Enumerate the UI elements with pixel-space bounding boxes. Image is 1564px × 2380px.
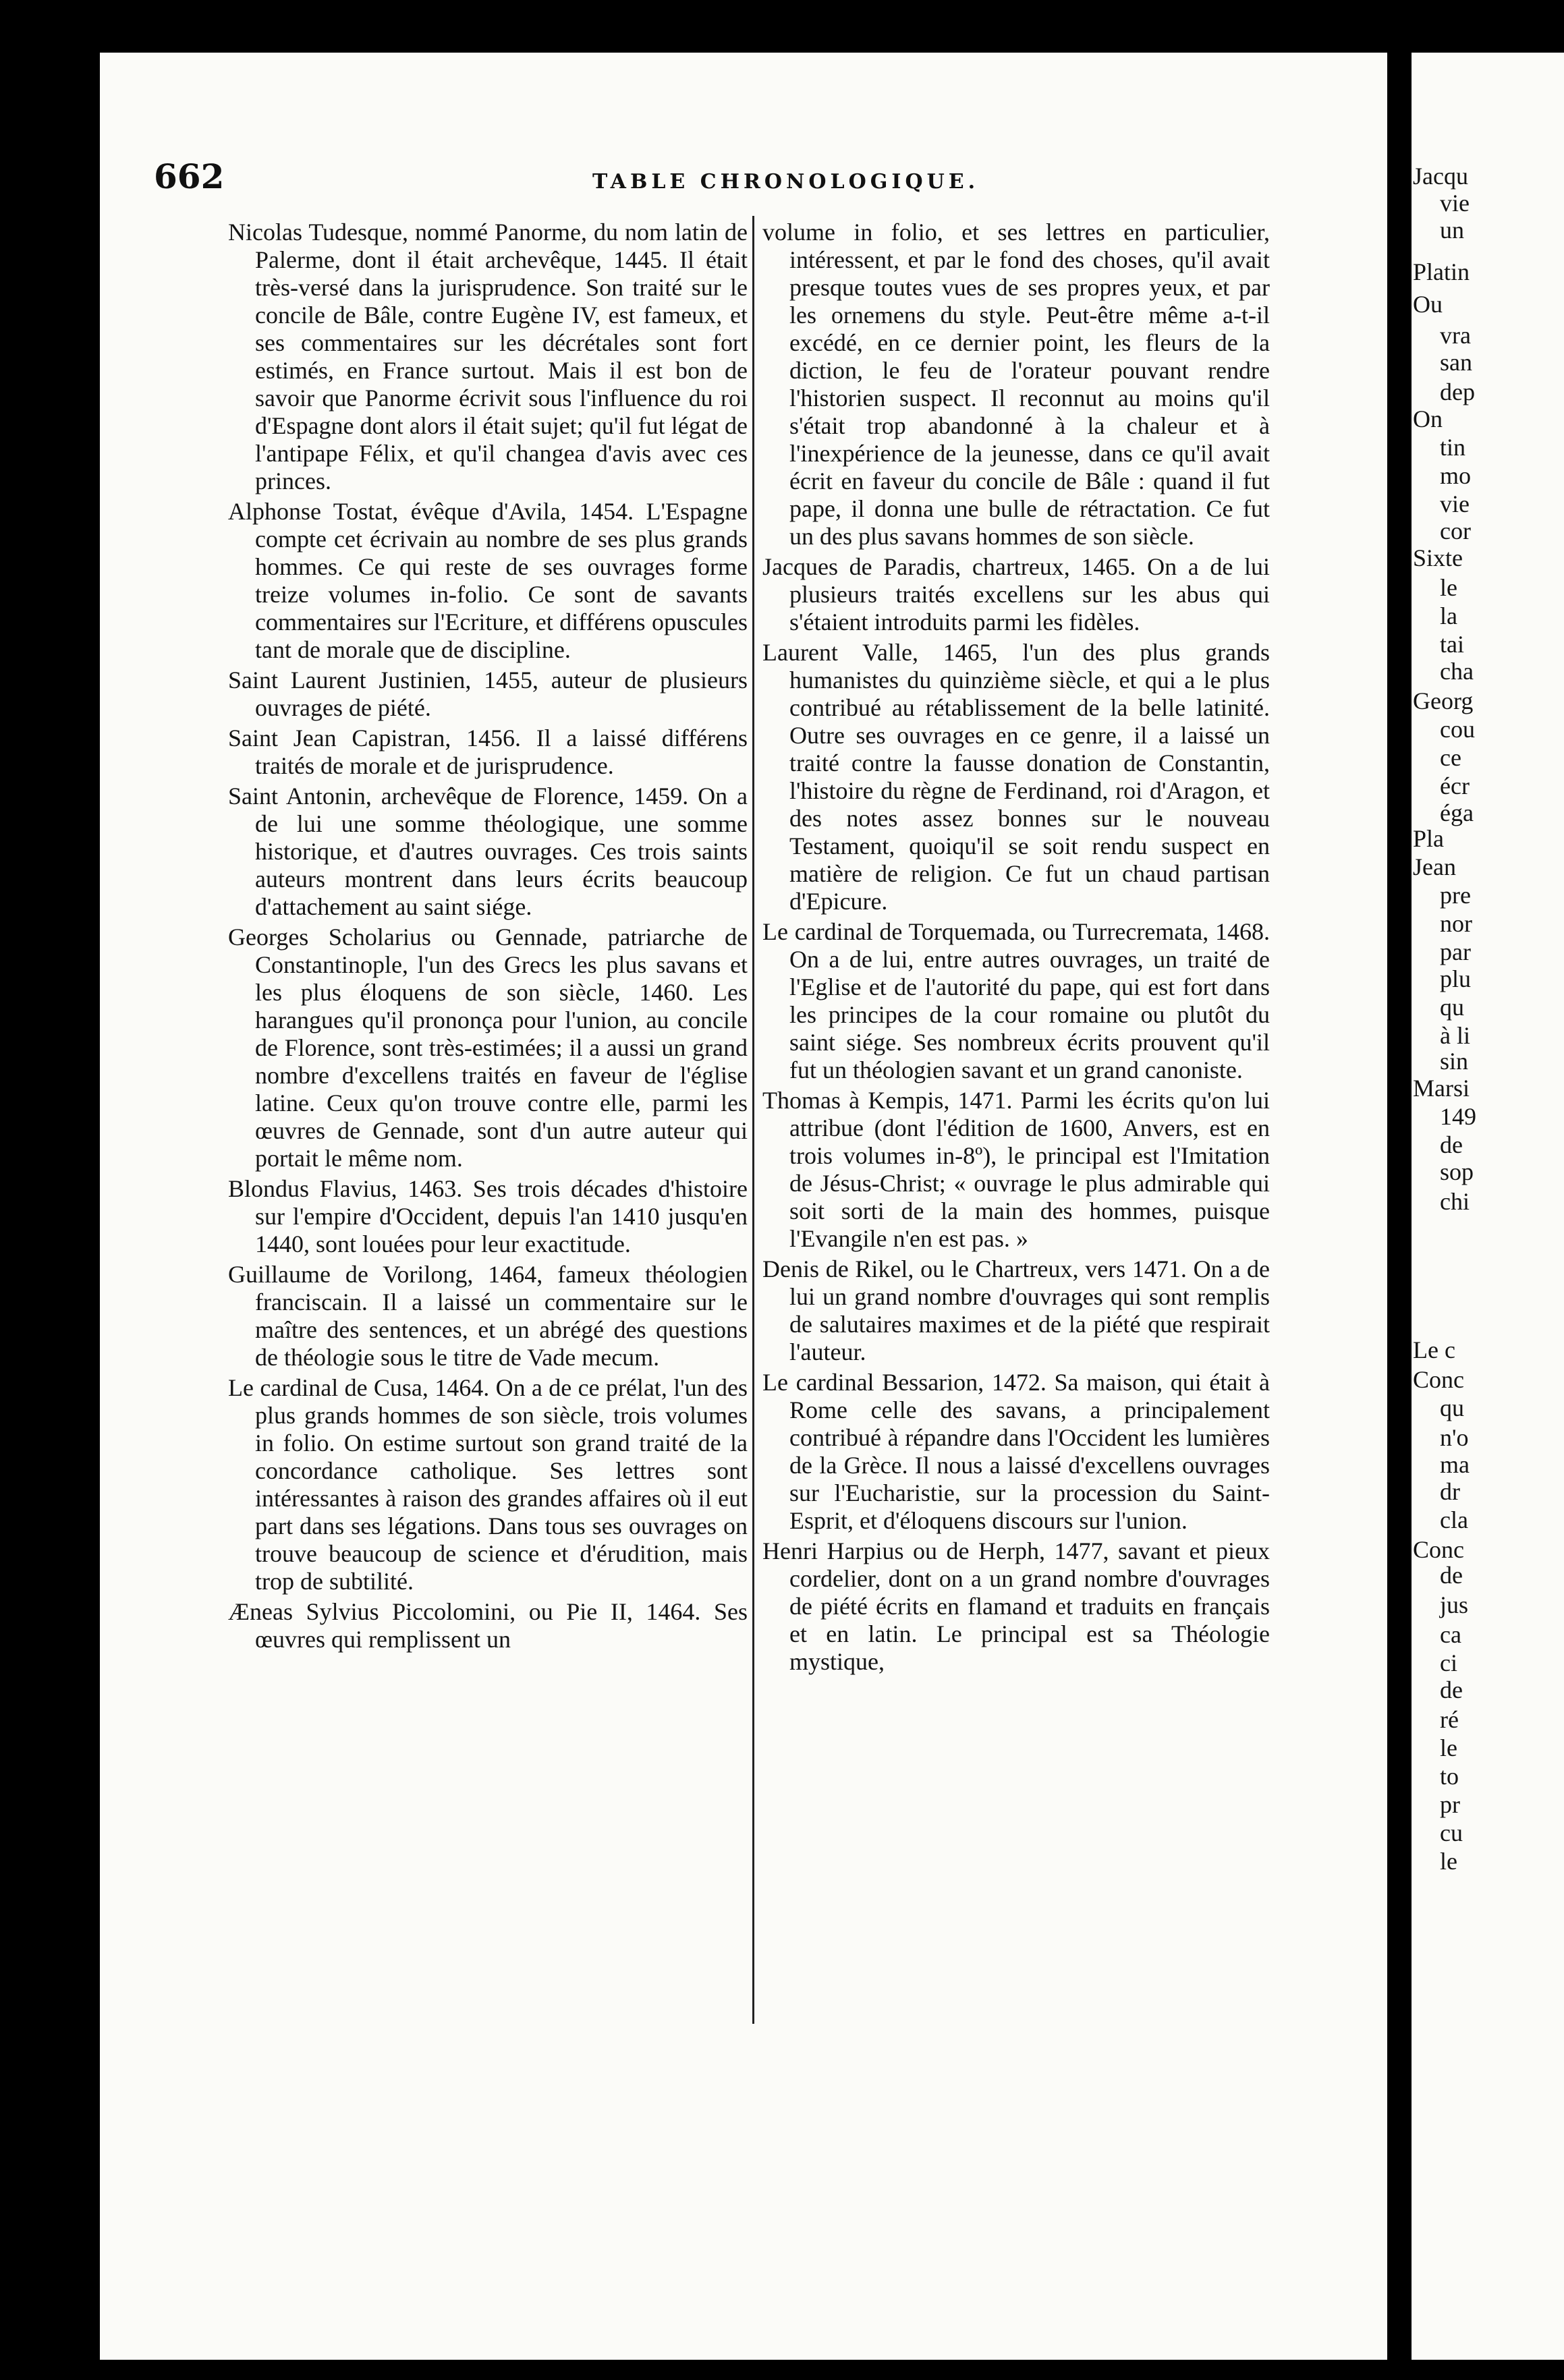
adjacent-page-fragment: chi xyxy=(1440,1188,1470,1215)
adjacent-page-edge xyxy=(1412,53,1564,2360)
adjacent-page-fragment: to xyxy=(1440,1763,1459,1790)
chronology-entry: Jacques de Paradis, chartreux, 1465. On a de lui plusieurs traités excellens sur les abus qui s'étaient introduits parmi les fidèles. xyxy=(762,553,1270,635)
adjacent-page-fragment: mo xyxy=(1440,462,1472,489)
chronology-entry: Le cardinal de Torquemada, ou Turrecremata, 1468. On a de lui, entre autres ouvrages, un traité de l'Eglise et de l'autorité du pape, qui est fort dans les principes de la cour romaine ou plutôt du saint siége. Ses nombreux écrits prouvent qu'il fut un théologien savant et un grand canoniste. xyxy=(762,918,1270,1083)
adjacent-page-fragment: ma xyxy=(1440,1451,1470,1478)
chronology-entry: Laurent Valle, 1465, l'un des plus grands humanistes du quinzième siècle, et qui a le plus contribué au rétablissement de la belle latinité. Outre ses ouvrages en ce genre, il a laissé un traité contre la fausse donation de Constantin, l'histoire du règne de Ferdinand, roi d'Aragon, et des notes assez bonnes sur le nouveau Testament, quoiqu'il se soit rendu suspect en matière de religion. Ce fut un chaud partisan d'Epicure. xyxy=(762,639,1270,915)
adjacent-page-fragment: ré xyxy=(1440,1706,1459,1733)
chronology-entry: Nicolas Tudesque, nommé Panorme, du nom latin de Palerme, dont il était archevêque, 1445. Il était très-versé dans la jurisprudence. Son traité sur le concile de Bâle, contre Eugène IV, est fameux, et ses commentaires sur les décrétales sont fort estimés, en France surtout. Mais il est bon de savoir que Panorme écrivit sous l'influence du roi d'Espagne dont alors il était sujet; qu'il fut légat de l'antipape Félix, et qu'il changea d'avis avec ces princes. xyxy=(228,219,748,494)
chronology-entry: Alphonse Tostat, évêque d'Avila, 1454. L'Espagne compte cet écrivain au nombre de ses plus grands hommes. Ce qui reste de ses ouvrages forme treize volumes in-folio. Ce sont de savants commentaires sur l'Ecriture, et différens opuscules tant de morale que de discipline. xyxy=(228,498,748,663)
adjacent-page-fragment: cor xyxy=(1440,517,1471,544)
adjacent-page-fragment: Conc xyxy=(1413,1366,1464,1393)
column-divider xyxy=(752,216,754,2024)
adjacent-page-fragment: un xyxy=(1440,217,1464,244)
adjacent-page-fragment: ce xyxy=(1440,744,1461,771)
adjacent-page-fragment: Jacqu xyxy=(1413,163,1468,190)
adjacent-page-fragment: vra xyxy=(1440,322,1471,349)
adjacent-page-fragment: dep xyxy=(1440,378,1475,405)
adjacent-page-fragment: vie xyxy=(1440,190,1470,217)
chronology-entry: Denis de Rikel, ou le Chartreux, vers 1471. On a de lui un grand nombre d'ouvrages qui sont remplis de salutaires maximes et de la piété que respirait l'auteur. xyxy=(762,1255,1270,1365)
chronology-entry: Blondus Flavius, 1463. Ses trois décades d'histoire sur l'empire d'Occident, depuis l'an 1410 jusqu'en 1440, sont louées pour leur exactitude. xyxy=(228,1175,748,1257)
chronology-entry: Le cardinal Bessarion, 1472. Sa maison, qui était à Rome celle des savans, a principalement contribué à répandre dans l'Occident les lumières de la Grèce. Il nous a laissé d'excellens ouvrages sur l'Eucharistie, sur la procession du Saint-Esprit, et d'éloquens discours sur l'union. xyxy=(762,1369,1270,1534)
adjacent-page-fragment: qu xyxy=(1440,994,1464,1021)
adjacent-page-fragment: tin xyxy=(1440,434,1466,461)
adjacent-page-fragment: On xyxy=(1413,405,1443,432)
adjacent-page-fragment: ci xyxy=(1440,1649,1457,1676)
right-column xyxy=(762,219,1270,1678)
running-title: TABLE CHRONOLOGIQUE. xyxy=(592,170,980,194)
adjacent-page-fragment: Le c xyxy=(1413,1336,1455,1363)
adjacent-page-fragment: san xyxy=(1440,349,1472,376)
adjacent-page-fragment: dr xyxy=(1440,1478,1460,1505)
adjacent-page-fragment: pre xyxy=(1440,882,1471,909)
page-header xyxy=(154,157,1193,204)
chronology-entry: Henri Harpius ou de Herph, 1477, savant et pieux cordelier, dont on a un grand nombre d'ouvrages de piété écrits en flamand et traduits en français et en latin. Le principal est sa Théologie mystique, xyxy=(762,1537,1270,1675)
adjacent-page-fragment: de xyxy=(1440,1131,1463,1158)
adjacent-page-fragment: cou xyxy=(1440,716,1475,743)
adjacent-page-fragment: pr xyxy=(1440,1791,1460,1818)
adjacent-page-fragment: Georg xyxy=(1413,687,1474,714)
adjacent-page-fragment: le xyxy=(1440,1848,1457,1875)
adjacent-page-fragment: sin xyxy=(1440,1048,1469,1075)
adjacent-page-fragment: écr xyxy=(1440,772,1470,799)
adjacent-page-fragment: cla xyxy=(1440,1506,1468,1533)
adjacent-page-fragment: de xyxy=(1440,1676,1463,1703)
adjacent-page-fragment: cu xyxy=(1440,1819,1463,1846)
adjacent-page-fragment: 149 xyxy=(1440,1103,1476,1130)
adjacent-page-fragment: de xyxy=(1440,1562,1463,1589)
adjacent-page-fragment: ca xyxy=(1440,1621,1461,1648)
adjacent-page-fragment: qu xyxy=(1440,1394,1464,1421)
chronology-entry: Le cardinal de Cusa, 1464. On a de ce prélat, l'un des plus grands hommes de son siècle, trois volumes in folio. On estime surtout son grand traité de la concordance catholique. Ses lettres sont intéressantes à raison des grandes affaires où il eut part dans ses légations. Dans tous ses ouvrages on trouve beaucoup de science et d'érudition, mais trop de subtilité. xyxy=(228,1374,748,1595)
adjacent-page-fragment: Conc xyxy=(1413,1536,1464,1563)
chronology-entry: Saint Laurent Justinien, 1455, auteur de plusieurs ouvrages de piété. xyxy=(228,667,748,721)
adjacent-page-fragment: sop xyxy=(1440,1158,1474,1185)
adjacent-page-fragment: Ou xyxy=(1413,291,1443,318)
adjacent-page-fragment: nor xyxy=(1440,910,1472,937)
adjacent-page-fragment: Pla xyxy=(1413,825,1445,852)
adjacent-page-fragment: par xyxy=(1440,938,1471,965)
adjacent-page-fragment: Marsi xyxy=(1413,1075,1470,1102)
chronology-entry: Saint Antonin, archevêque de Florence, 1459. On a de lui une somme théologique, une somme historique, et d'autres ouvrages. Ces trois saints auteurs montrent dans leurs écrits beaucoup d'attachement au saint siége. xyxy=(228,783,748,920)
adjacent-page-fragment: Jean xyxy=(1413,853,1456,880)
adjacent-page-fragment: cha xyxy=(1440,658,1474,685)
adjacent-page-fragment: à li xyxy=(1440,1022,1470,1049)
chronology-entry: Georges Scholarius ou Gennade, patriarche de Constantinople, l'un des Grecs les plus savans et les plus éloquens de son siècle, 1460. Les harangues qu'il prononça pour l'union, au concile de Florence, sont très-estimées; il a aussi un grand nombre d'excellens traités en faveur de l'église latine. Ceux qu'on trouve contre elle, parmi les œuvres de Gennade, sont d'un autre auteur qui portait le même nom. xyxy=(228,924,748,1172)
adjacent-page-fragment: tai xyxy=(1440,631,1464,658)
adjacent-page-fragment: jus xyxy=(1440,1591,1469,1618)
chronology-entry: volume in folio, et ses lettres en particulier, intéressent, et par le fond des choses, qu'il avait presque toutes vues de ses propres yeux, et par les ornemens du style. Peut-être même a-t-il excédé, en ce dernier point, les fleurs de la diction, le feu de l'orateur pouvant rendre l'historien suspect. Il reconnut au moins qu'il s'était trop abandonné à la chaleur et à l'inexpérience de la jeunesse, dans ce qu'il avait écrit en faveur du concile de Bâle : quand il fut pape, il donna une bulle de rétractation. Ce fut un des plus savans hommes de son siècle. xyxy=(762,219,1270,550)
adjacent-page-fragment: le xyxy=(1440,574,1457,601)
adjacent-page-fragment: la xyxy=(1440,602,1457,629)
adjacent-page-fragment: plu xyxy=(1440,965,1472,992)
adjacent-page-fragment: le xyxy=(1440,1734,1457,1761)
adjacent-page-fragment: éga xyxy=(1440,799,1474,826)
chronology-entry: Guillaume de Vorilong, 1464, fameux théologien franciscain. Il a laissé un commentaire sur le maître des sentences, et un abrégé des questions de théologie sous le titre de Vade mecum. xyxy=(228,1261,748,1371)
chronology-entry: Saint Jean Capistran, 1456. Il a laissé différens traités de morale et de jurisprudence. xyxy=(228,725,748,779)
adjacent-page-fragment: n'o xyxy=(1440,1424,1469,1451)
adjacent-page-fragment: vie xyxy=(1440,490,1470,517)
adjacent-page-fragment: Platin xyxy=(1413,258,1470,285)
page-number: 662 xyxy=(154,157,225,196)
adjacent-page-fragment: Sixte xyxy=(1413,544,1463,571)
left-column xyxy=(228,219,748,1656)
chronology-entry: Æneas Sylvius Piccolomini, ou Pie II, 1464. Ses œuvres qui remplissent un xyxy=(228,1598,748,1653)
chronology-entry: Thomas à Kempis, 1471. Parmi les écrits qu'on lui attribue (dont l'édition de 1600, Anvers, est en trois volumes in-8º), le principal est l'Imitation de Jésus-Christ; « ouvrage le plus admirable qui soit sorti de la main des hommes, puisque l'Evangile n'en est pas. » xyxy=(762,1087,1270,1252)
